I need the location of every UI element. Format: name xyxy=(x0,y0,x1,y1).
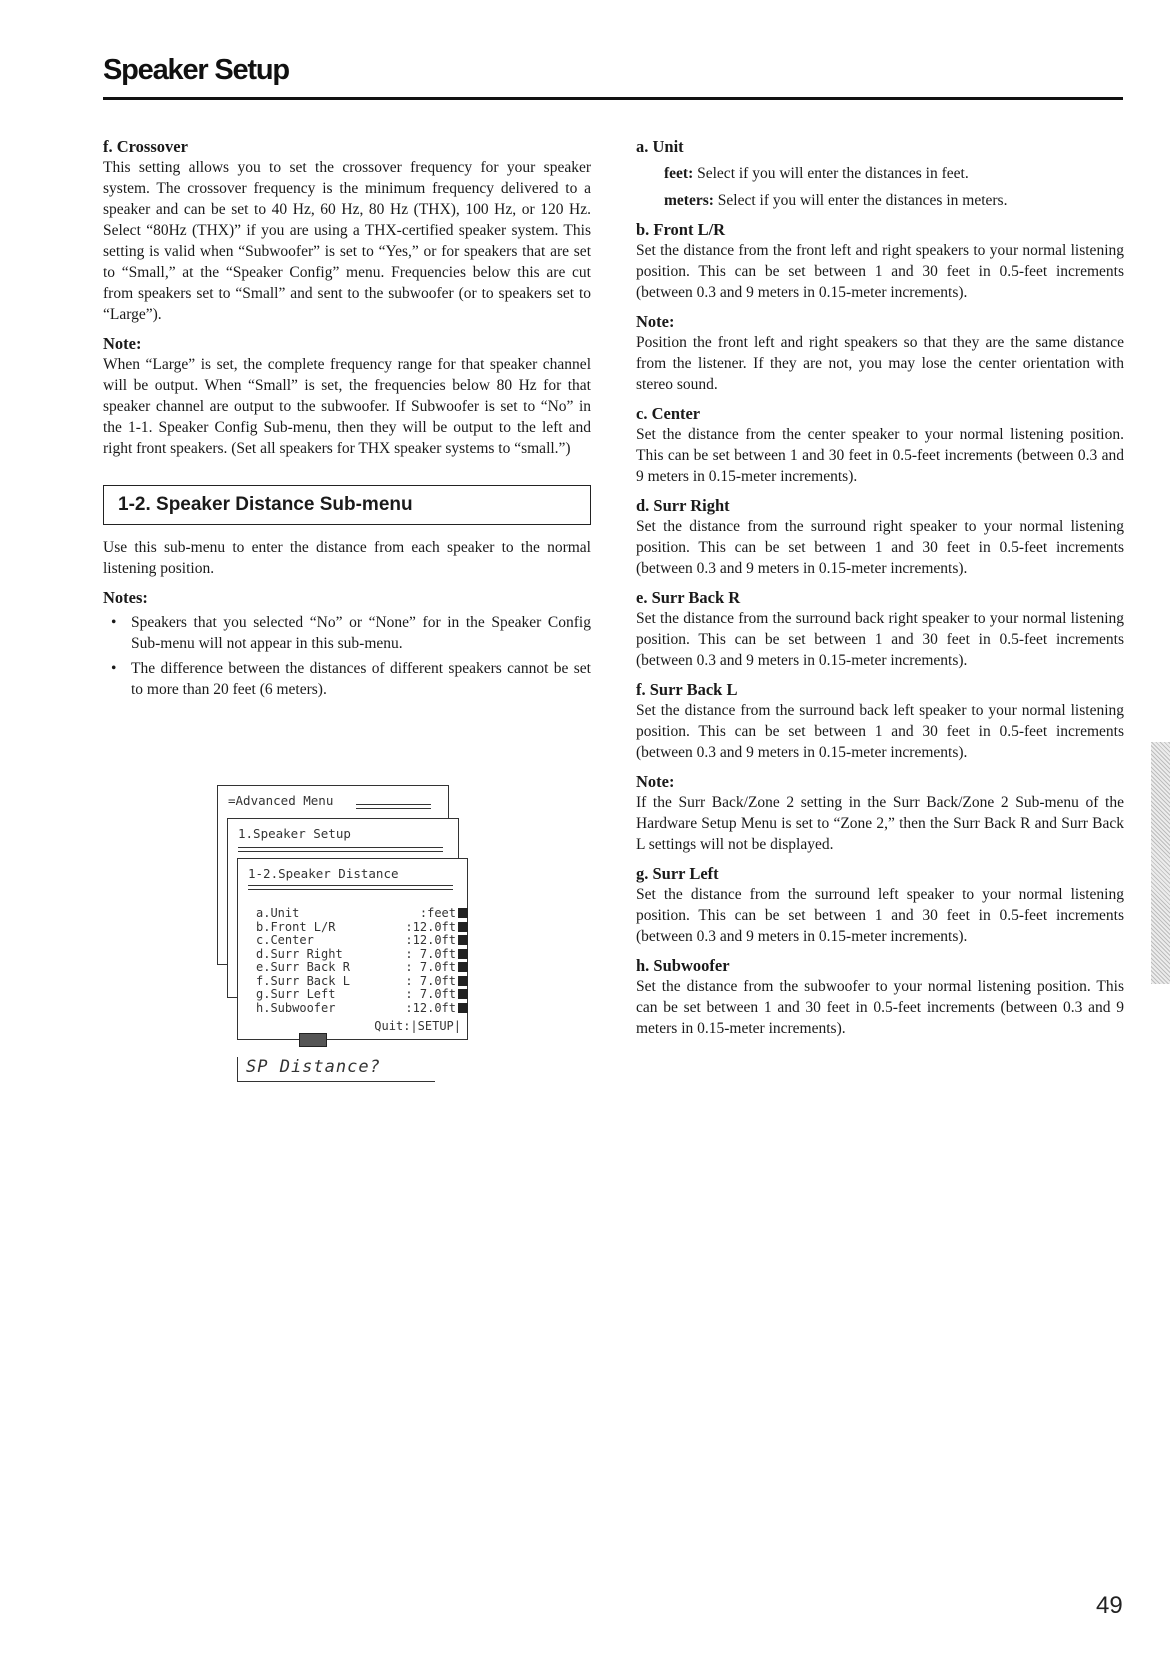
osd-screen-illustration xyxy=(217,785,477,1090)
section-edge-tab xyxy=(1151,742,1170,984)
crossover-note-text: When “Large” is set, the complete frequency range for that speaker channel will be output. When “Small” is set, the frequencies below 80 Hz for that speaker channel are output to the subwoofer. If Subwoofer is set to “No” in the 1-1. Speaker Config Sub-menu, then they will be output to the left and right front speakers. (Set all speakers for THX speaker systems to “small.”) xyxy=(103,356,591,457)
surr-back-note-text: If the Surr Back/Zone 2 setting in the Surr Back/Zone 2 Sub-menu of the Hardware Setup Menu is set to “Zone 2,” then the Surr Back R and Surr Back L settings will not be displayed. xyxy=(636,794,1124,853)
bullet-icon: • xyxy=(111,660,117,677)
osd-advanced-menu-title: =Advanced Menu xyxy=(228,793,334,808)
surr-right-text: Set the distance from the surround right speaker to your normal listening position. This can be set between 1 and 30 feet in 0.5-feet increments (between 0.3 and 9 meters in 0.15-meter increments). xyxy=(636,518,1124,577)
front-note-text: Position the front left and right speakers so that they are the same distance from the listener. If they are not, you may lose the center orientation with stereo sound. xyxy=(636,334,1124,393)
front-text: Set the distance from the front left and right speakers to your normal listening position. This can be set between 1 and 30 feet in 0.5-feet increments (between 0.3 and 9 meters in 0.15-meter increments). xyxy=(636,242,1124,301)
front-heading: b. Front L/R xyxy=(636,220,726,239)
osd-row-label: c.Center xyxy=(256,933,314,947)
osd-speaker-distance-title: 1-2.Speaker Distance xyxy=(248,866,399,881)
osd-rule xyxy=(248,885,453,890)
subwoofer-heading: h. Subwoofer xyxy=(636,956,730,975)
osd-row-value: : 7.0ft xyxy=(405,987,456,1001)
osd-row-value: :feet xyxy=(419,906,456,920)
osd-row-subwoofer xyxy=(256,1002,468,1016)
bullet-icon: • xyxy=(111,614,117,631)
submenu-title-box: 1-2. Speaker Distance Sub-menu xyxy=(103,485,591,525)
note-text: The difference between the distances of different speakers cannot be set to more than 20 feet (6 meters). xyxy=(131,660,591,698)
arrow-icon xyxy=(458,908,468,918)
osd-row-label: a.Unit xyxy=(256,906,300,920)
osd-row-surr-right xyxy=(256,948,468,962)
arrow-icon xyxy=(458,989,468,999)
center-text: Set the distance from the center speaker to your normal listening position. This can be set between 1 and 30 feet in 0.5-feet increments (between 0.3 and 9 meters in 0.15-meter increments). xyxy=(636,426,1124,485)
front-display-readout xyxy=(237,1057,435,1082)
right-column xyxy=(636,136,1124,1039)
unit-feet-option xyxy=(664,163,1124,184)
surr-back-note-heading: Note: xyxy=(636,772,675,791)
subwoofer-text: Set the distance from the subwoofer to your normal listening position. This can be set between 1 and 30 feet in 0.5-feet increments (between 0.3 and 9 meters in 0.15-meter increments). xyxy=(636,978,1124,1037)
osd-row-label: h.Subwoofer xyxy=(256,1000,336,1015)
osd-quit-label: Quit:|SETUP| xyxy=(374,1019,461,1033)
osd-row-value: :12.0ft xyxy=(405,1000,456,1015)
notes-heading: Notes: xyxy=(103,588,148,607)
surr-left-heading: g. Surr Left xyxy=(636,864,719,883)
osd-row-surr-left xyxy=(256,988,468,1002)
meters-label: meters: xyxy=(664,192,714,209)
osd-rows xyxy=(256,907,468,1015)
osd-row-value: : 7.0ft xyxy=(405,960,456,974)
note-text: Speakers that you selected “No” or “None” for in the Speaker Config Sub-menu will not appear in this sub-menu. xyxy=(131,614,591,652)
surr-right-heading: d. Surr Right xyxy=(636,496,730,515)
osd-row-surr-back-l xyxy=(256,975,468,989)
feet-label: feet: xyxy=(664,165,694,182)
osd-rule xyxy=(356,804,431,809)
osd-row-front xyxy=(256,921,468,935)
arrow-icon xyxy=(458,962,468,972)
osd-row-label: b.Front L/R xyxy=(256,919,336,934)
submenu-intro: Use this sub-menu to enter the distance from each speaker to the normal listening position. xyxy=(103,539,591,577)
osd-row-value: :12.0ft xyxy=(405,919,456,934)
crossover-text: This setting allows you to set the crossover frequency for your speaker system. The crossover frequency is the minimum frequency delivered to a speaker and can be set to 40 Hz, 60 Hz, 80 Hz (THX), 100 Hz, or 120 Hz. Select “80Hz (THX)” if you are using a THX-certified speaker system. This setting is valid when “Subwoofer” is set to “Yes,” or for speakers that are set to “Small,” at the “Speaker Config” menu. Frequencies below this are cut from speakers set to “Small” and sent to the subwoofer (or to speakers set to “Large”). xyxy=(103,159,591,323)
osd-row-value: :12.0ft xyxy=(405,933,456,947)
left-column xyxy=(103,136,591,704)
crossover-heading: f. Crossover xyxy=(103,137,188,156)
arrow-icon xyxy=(458,922,468,932)
osd-row-value: : 7.0ft xyxy=(405,946,456,961)
arrow-icon xyxy=(458,935,468,945)
feet-text: Select if you will enter the distances in feet. xyxy=(693,165,969,182)
unit-meters-option xyxy=(664,190,1124,211)
title-rule xyxy=(103,97,1123,100)
surr-back-l-heading: f. Surr Back L xyxy=(636,680,738,699)
arrow-icon xyxy=(458,1003,468,1013)
arrow-icon xyxy=(458,949,468,959)
surr-back-r-heading: e. Surr Back R xyxy=(636,588,741,607)
page-title: Speaker Setup xyxy=(103,54,289,86)
meters-text: Select if you will enter the distances in meters. xyxy=(713,192,1008,209)
crossover-note-heading: Note: xyxy=(103,334,142,353)
note-item xyxy=(103,612,591,654)
center-heading: c. Center xyxy=(636,404,701,423)
osd-row-surr-back-r xyxy=(256,961,468,975)
arrow-icon xyxy=(458,976,468,986)
surr-left-text: Set the distance from the surround left speaker to your normal listening position. This can be set between 1 and 30 feet in 0.5-feet increments (between 0.3 and 9 meters in 0.15-meter increments). xyxy=(636,886,1124,945)
notes-list xyxy=(103,612,591,700)
osd-row-label: e.Surr Back R xyxy=(256,960,350,974)
up-down-keys-icon xyxy=(299,1033,327,1047)
surr-back-l-text: Set the distance from the surround back left speaker to your normal listening position. This can be set between 1 and 30 feet in 0.5-feet increments (between 0.3 and 9 meters in 0.15-meter increments). xyxy=(636,702,1124,761)
osd-row-label: f.Surr Back L xyxy=(256,973,350,988)
osd-row-center xyxy=(256,934,468,948)
osd-row-value: : 7.0ft xyxy=(405,973,456,988)
osd-speaker-distance-layer xyxy=(237,858,468,1040)
surr-back-r-text: Set the distance from the surround back right speaker to your normal listening position. This can be set between 1 and 30 feet in 0.5-feet increments (between 0.3 and 9 meters in 0.15-meter increments). xyxy=(636,610,1124,669)
osd-rule xyxy=(238,847,443,852)
front-note-heading: Note: xyxy=(636,312,675,331)
front-display-text: SP Distance? xyxy=(246,1057,381,1077)
note-item xyxy=(103,658,591,700)
osd-row-unit xyxy=(256,907,468,921)
unit-heading: a. Unit xyxy=(636,137,684,156)
osd-row-label: d.Surr Right xyxy=(256,946,343,961)
page-number: 49 xyxy=(1096,1592,1123,1619)
osd-speaker-setup-title: 1.Speaker Setup xyxy=(238,826,351,841)
osd-row-label: g.Surr Left xyxy=(256,987,336,1001)
